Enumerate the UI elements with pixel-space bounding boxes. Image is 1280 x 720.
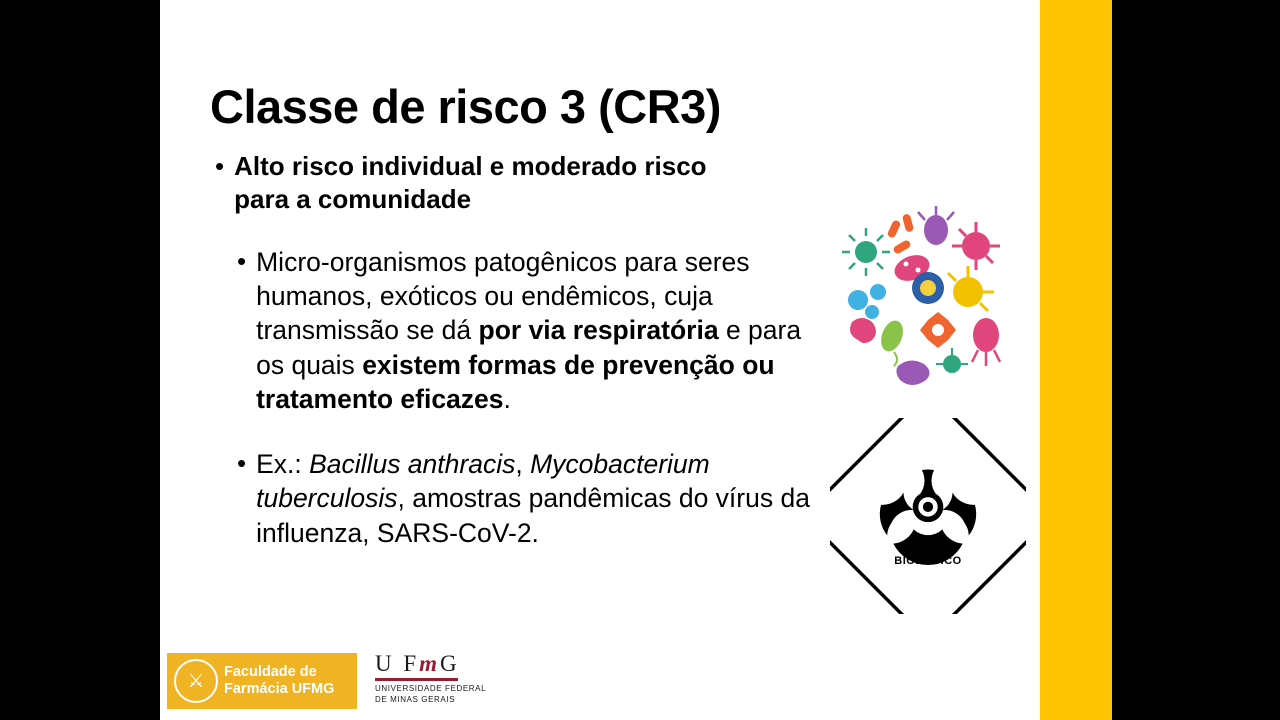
trophy-icon: ⚔ (174, 659, 218, 703)
accent-bar (1040, 0, 1112, 720)
biohazard-label (830, 542, 1026, 567)
spacer (237, 417, 835, 447)
ufmg-rule (375, 678, 458, 681)
page-title: Classe de risco 3 (CR3) (210, 80, 721, 134)
faculdade-farmacia-label: Faculdade de Farmácia UFMG (224, 664, 335, 697)
footer-logos (160, 645, 1040, 720)
bullet-icon: • (237, 245, 247, 276)
bullet-text-2: Micro-organismos patogênicos para seres humanos, exóticos ou endêmicos, cuja transmissão se dá por via respiratória e para os quais existem formas de prevenção ou tratamento eficazes. (256, 246, 802, 415)
list-item (237, 245, 835, 417)
microorganisms-illustration (828, 200, 1028, 390)
bullet-text-3: Ex.: Bacillus anthracis, Mycobacterium tuberculosis, amostras pandêmicas do vírus da influenza, SARS-CoV-2. (256, 448, 810, 548)
ufmg-logo (375, 651, 565, 706)
bullet-icon: • (215, 151, 225, 181)
bullet-text-1: Alto risco individual e moderado risco para a comunidade (234, 151, 707, 215)
list-item (215, 150, 835, 217)
slide-canvas (160, 0, 1040, 720)
biohazard-label-line2: BIOLÓGICO (894, 554, 962, 567)
ufmg-subtitle: UNIVERSIDADE FEDERAL DE MINAS GERAIS (375, 684, 487, 704)
biohazard-sign (830, 418, 1026, 614)
faculdade-farmacia-logo (167, 653, 357, 709)
bullet-icon: • (237, 447, 247, 478)
slide-body (215, 150, 835, 550)
ufmg-initials: U FmG (375, 651, 460, 676)
sublist (237, 245, 835, 551)
list-item (237, 447, 835, 550)
biohazard-label-line1: RISCO (909, 542, 947, 554)
